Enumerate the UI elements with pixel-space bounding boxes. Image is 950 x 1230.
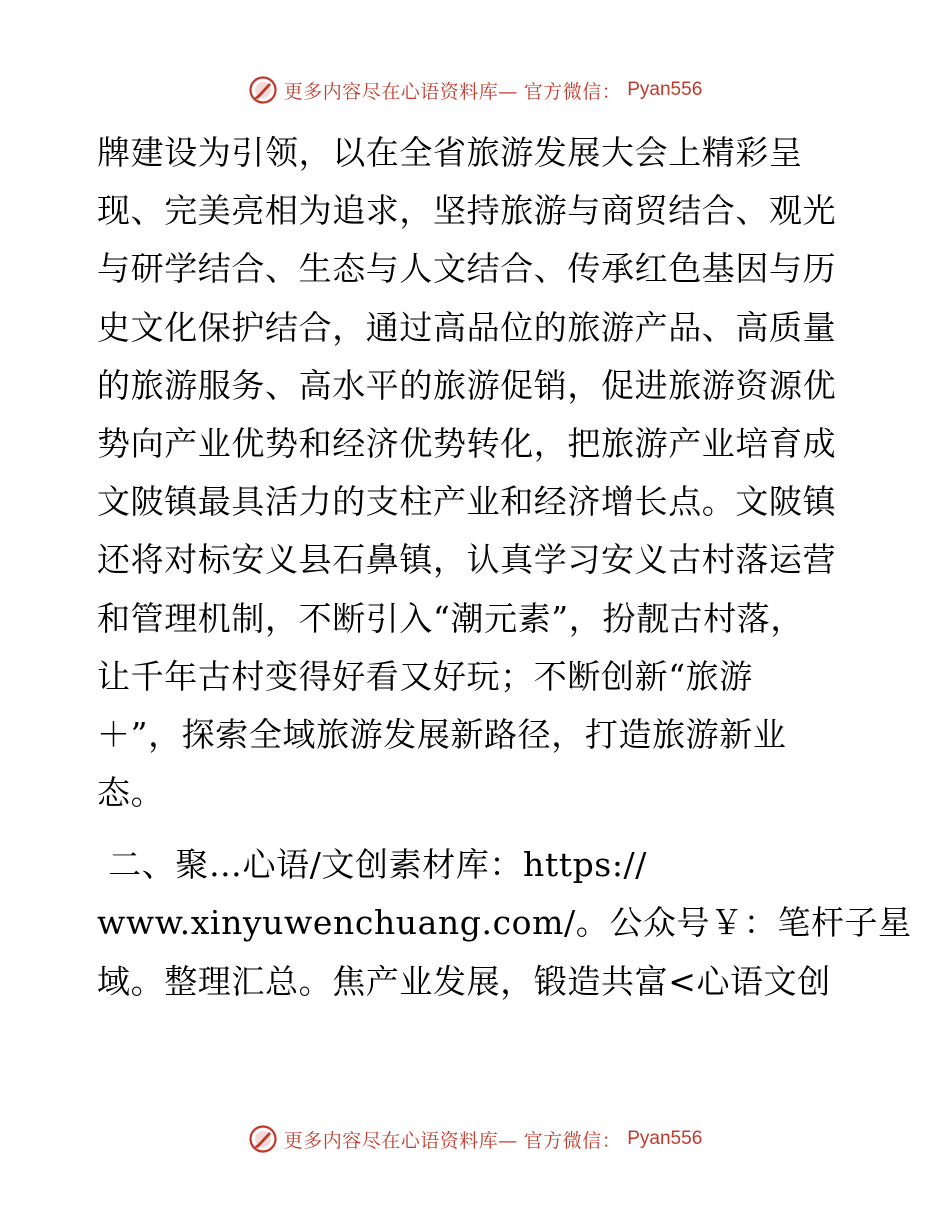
watermark-main-text: 更多内容尽在心语资料库— xyxy=(283,80,518,103)
text-line: 和管理机制，不断引入“潮元素”，扮靓古村落， xyxy=(97,598,804,638)
text-line: 二、聚…心语/文创素材库：https:// xyxy=(97,845,647,885)
text-line: 史文化保护结合，通过高品位的旅游产品、高质量 xyxy=(97,307,837,347)
text-line: 与研学结合、生态与人文结合、传承红色基因与历 xyxy=(97,249,837,289)
text-line: 域。整理汇总。焦产业发展，锻造共富<心语文创 xyxy=(97,961,831,1001)
text-line: 现、完美亮相为追求，坚持旅游与商贸结合、观光 xyxy=(97,191,837,231)
text-line: www.xinyuwenchuang.com/。公众号￥：笔杆子星 xyxy=(97,903,912,943)
paragraph-2 xyxy=(97,836,912,1011)
paragraph-1 xyxy=(97,124,857,822)
header-watermark xyxy=(0,73,950,107)
paragraph-spacer xyxy=(97,822,857,836)
text-line: 文陂镇最具活力的支柱产业和经济增长点。文陂镇 xyxy=(97,482,837,522)
watermark-id-text: Pyan556 xyxy=(627,1128,703,1149)
watermark-sub-text: 官方微信： xyxy=(523,1129,622,1152)
text-line: 势向产业优势和经济优势转化，把旅游产业培育成 xyxy=(97,423,837,463)
footer-watermark xyxy=(0,1122,950,1156)
watermark-main-text: 更多内容尽在心语资料库— xyxy=(283,1129,518,1152)
watermark-sub-text: 官方微信： xyxy=(523,80,622,103)
text-line: 还将对标安义县石鼻镇，认真学习安义古村落运营 xyxy=(97,540,837,580)
text-line: 让千年古村变得好看又好玩；不断创新“旅游 xyxy=(97,656,753,696)
text-line: 的旅游服务、高水平的旅游促销，促进旅游资源优 xyxy=(97,365,837,405)
quill-seal-icon xyxy=(248,1124,278,1154)
watermark-id-text: Pyan556 xyxy=(627,79,703,100)
text-line: 牌建设为引领，以在全省旅游发展大会上精彩呈 xyxy=(97,133,803,172)
text-line: 态。 xyxy=(97,773,165,813)
document-body xyxy=(97,124,912,1011)
quill-seal-icon xyxy=(248,75,278,105)
text-line: ＋”，探索全域旅游发展新路径，打造旅游新业 xyxy=(97,714,787,754)
